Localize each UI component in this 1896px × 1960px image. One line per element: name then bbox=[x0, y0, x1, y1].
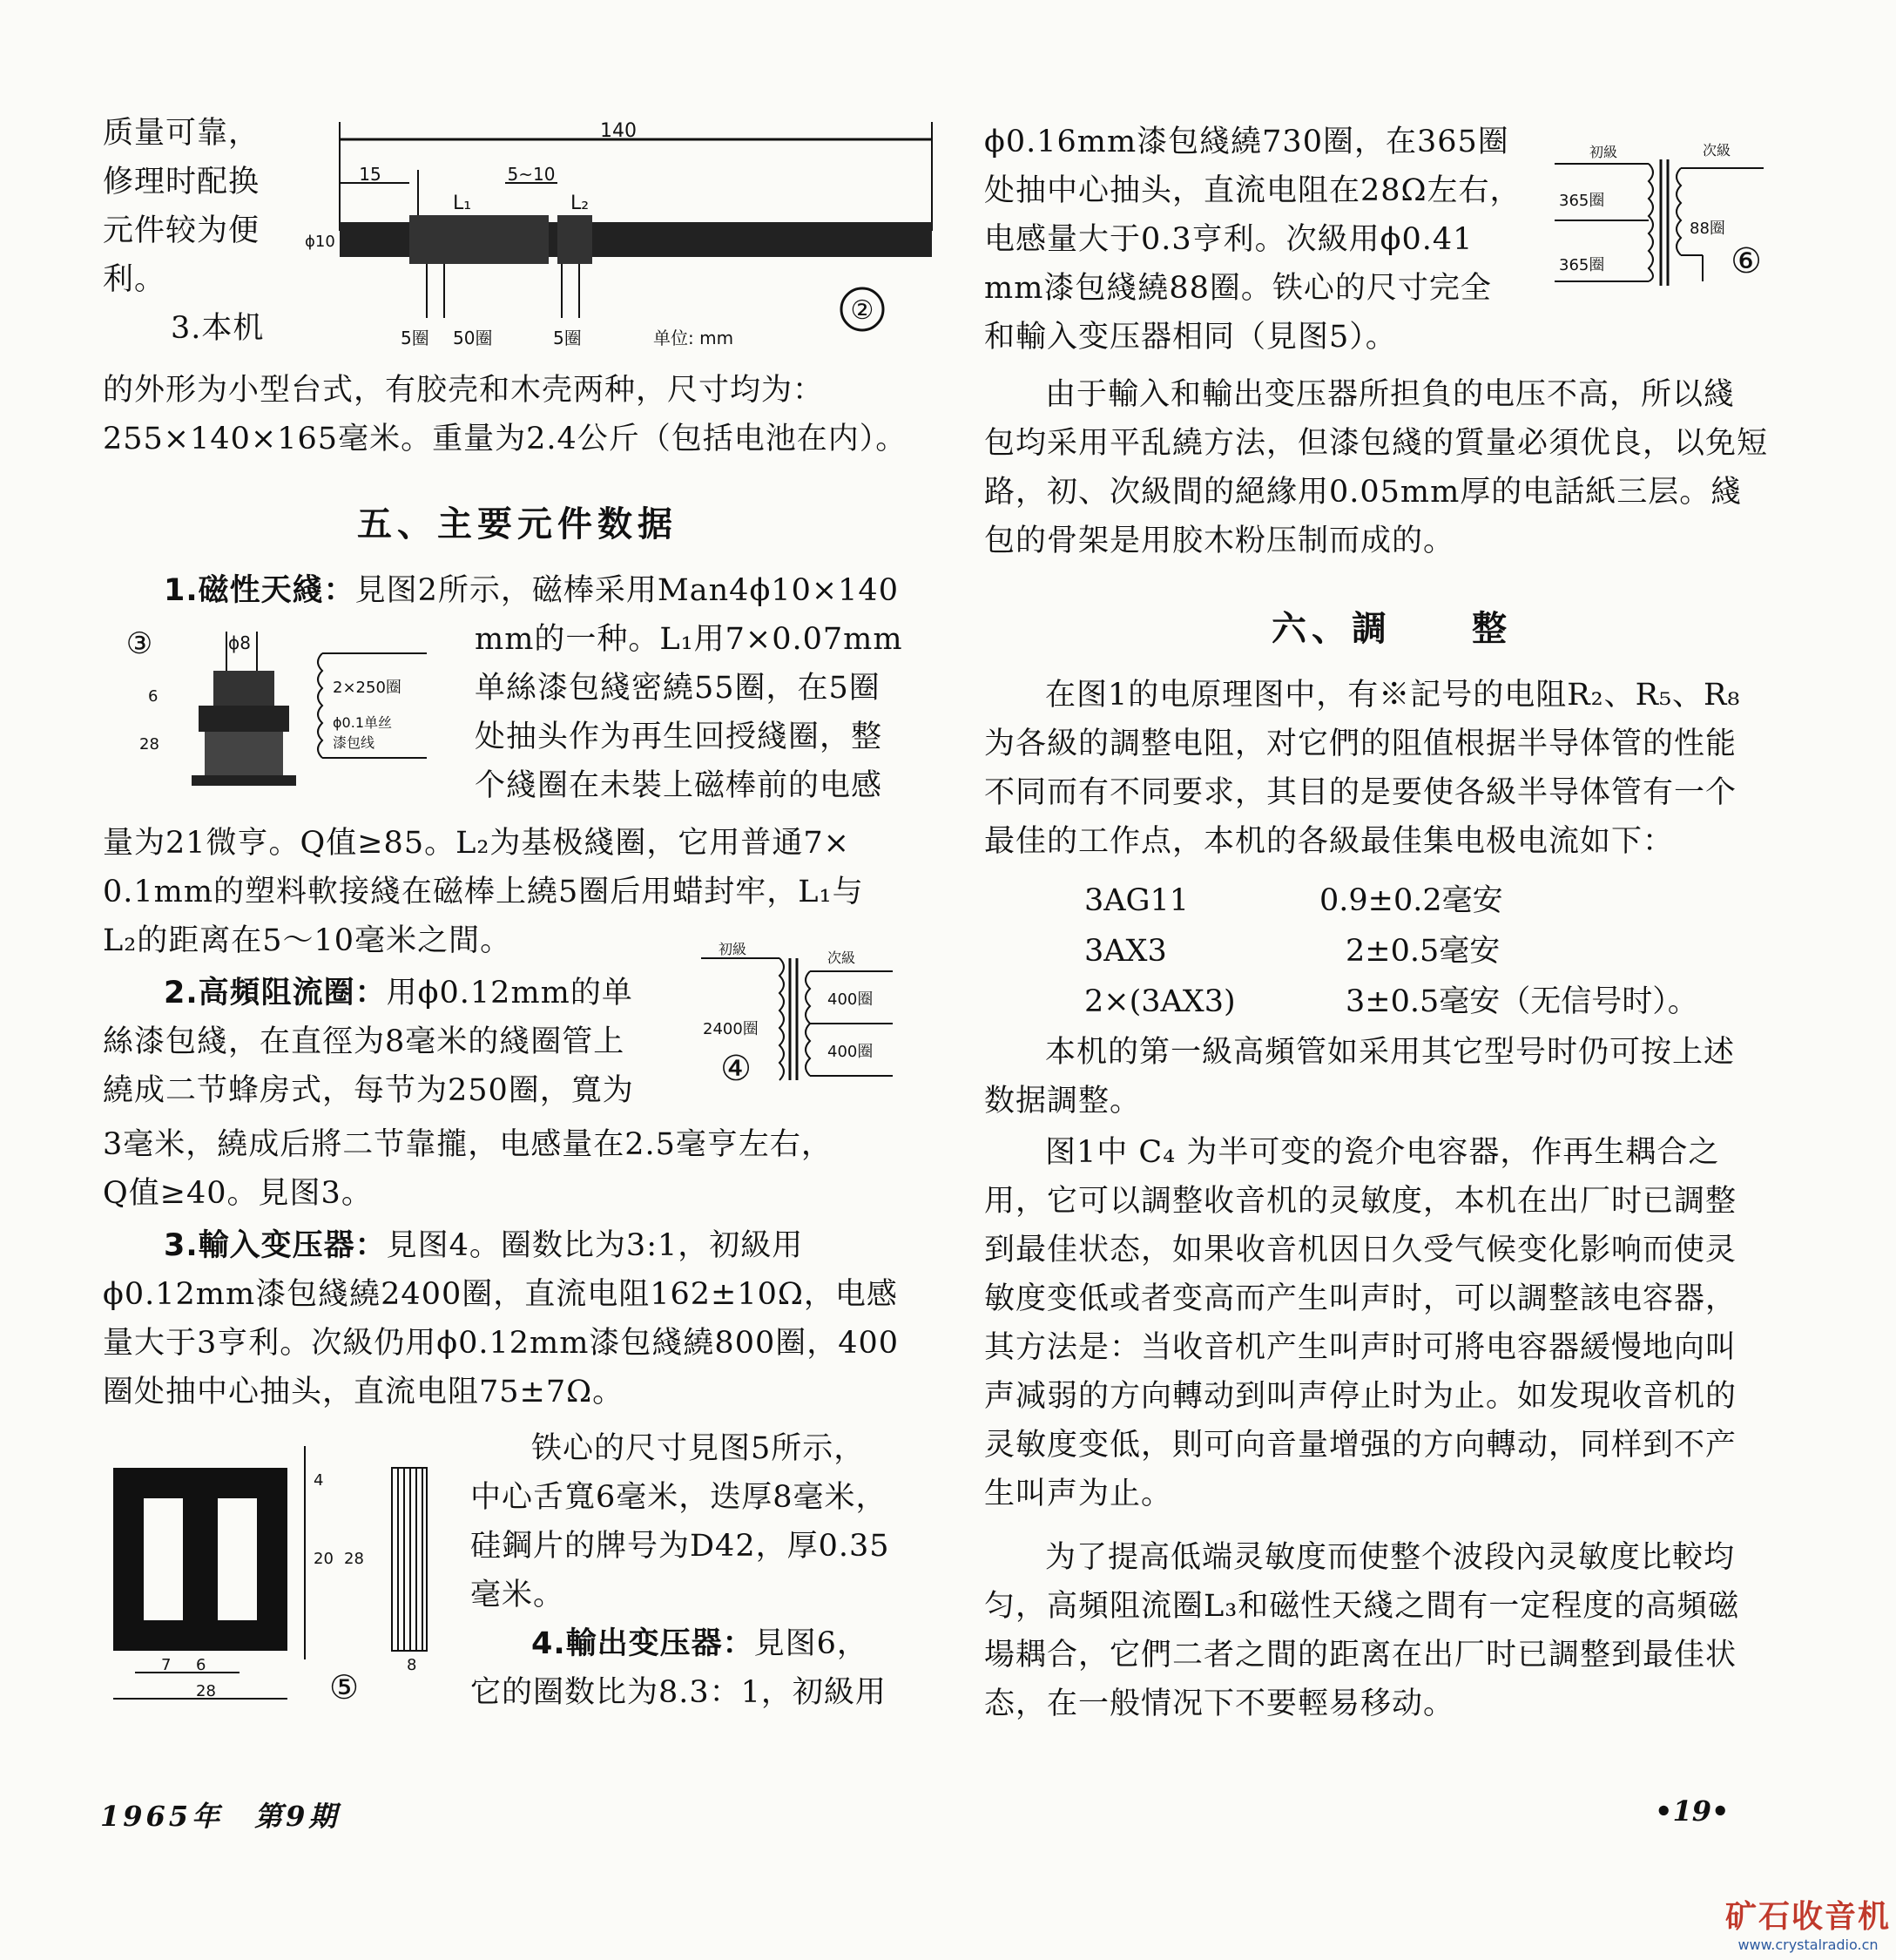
text-line: 量大于3亨利。次級仍用ϕ0.12mm漆包綫繞800圈，400 bbox=[103, 1326, 900, 1361]
dim-dia: ϕ10 bbox=[305, 233, 335, 251]
text-line: 其方法是：当收音机产生叫声时可將电容器緩慢地向叫 bbox=[984, 1330, 1737, 1365]
dim-28-width: 28 bbox=[196, 1682, 216, 1700]
text-line: 元件较为便 bbox=[103, 213, 260, 248]
text-line: 生叫声为止。 bbox=[984, 1477, 1173, 1511]
item-2-rest bbox=[103, 1120, 921, 1218]
figure-number: ⑥ bbox=[1731, 241, 1762, 281]
wire-label-2: 漆包线 bbox=[333, 734, 375, 751]
left-intro bbox=[103, 109, 303, 353]
text-line: 质量可靠， bbox=[103, 116, 260, 151]
text-line: 为了提高低端灵敏度而使整个波段內灵敏度比較均 bbox=[1045, 1540, 1736, 1575]
turns-secondary-2: 400圈 bbox=[827, 1043, 874, 1061]
dim-20: 20 bbox=[314, 1550, 334, 1568]
table-cell: 3±0.5毫安（无信号时）。 bbox=[1346, 984, 1698, 1019]
dim-28: 28 bbox=[139, 735, 159, 754]
item-1-wrap bbox=[475, 615, 928, 810]
turns-3: 5圈 bbox=[553, 328, 582, 348]
right-p1 bbox=[984, 118, 1542, 362]
right-p6 bbox=[984, 1533, 1803, 1728]
figure-3-choke bbox=[105, 618, 453, 801]
issue-label: 1965年 第9期 bbox=[100, 1800, 341, 1833]
turns-secondary: 88圈 bbox=[1690, 220, 1725, 238]
dim-4: 4 bbox=[314, 1471, 324, 1490]
figure-number: ④ bbox=[720, 1049, 752, 1089]
dim-6: 6 bbox=[148, 687, 159, 706]
text-line: 处抽头作为再生回授綫圈，整 bbox=[475, 720, 883, 754]
primary-label: 初級 bbox=[719, 941, 747, 957]
text-line: 3.本机 bbox=[171, 311, 265, 346]
text-line: mm的一种。L₁用7×0.07mm bbox=[475, 622, 903, 657]
text-line: L₂的距离在5～10毫米之間。 bbox=[103, 923, 512, 958]
table-cell: 3AG11 bbox=[1084, 883, 1190, 918]
item-label: 1.磁性天綫： bbox=[164, 573, 355, 608]
turns-primary: 2400圈 bbox=[703, 1020, 759, 1038]
secondary-label: 次級 bbox=[1703, 142, 1731, 159]
section-5-title: 五、主要元件数据 bbox=[357, 504, 678, 544]
dim-width: ϕ8 bbox=[228, 632, 251, 653]
turns-primary-2: 365圈 bbox=[1559, 256, 1605, 274]
text-line bbox=[470, 1619, 923, 1668]
dim-5-10: 5~10 bbox=[507, 164, 556, 185]
dim-6-width: 6 bbox=[196, 1656, 206, 1674]
text-line: 在图1的电原理图中，有※記号的电阻R₂、R₅、R₈ bbox=[1045, 678, 1741, 713]
text-line bbox=[103, 969, 695, 1017]
label-l2: L₂ bbox=[570, 193, 590, 214]
item-3 bbox=[103, 1221, 921, 1416]
figure-5-core bbox=[109, 1433, 457, 1720]
lamination-stack bbox=[392, 1468, 427, 1651]
secondary-label: 次級 bbox=[827, 950, 856, 966]
text-line: 电感量大于0.3亨利。次級用ϕ0.41 bbox=[984, 222, 1474, 257]
watermark-url: www.crystalradio.cn bbox=[1737, 1936, 1879, 1953]
right-p4 bbox=[984, 1028, 1803, 1125]
text-line: 处抽中心抽头，直流电阻在28Ω左右， bbox=[984, 173, 1522, 208]
text-line: 中心舌寬6毫米，迭厚8毫米， bbox=[470, 1480, 887, 1515]
item-text: 用ϕ0.12mm的单 bbox=[386, 976, 633, 1010]
text-line: 包均采用平乱繞方法，但漆包綫的質量必須优良，以免短 bbox=[984, 426, 1769, 461]
text-line: 灵敏度变低，則可向音量增强的方向轉动，同样到不产 bbox=[984, 1428, 1737, 1463]
site-watermark bbox=[1725, 1892, 1891, 1953]
figure-2-antenna bbox=[296, 109, 941, 353]
wire-label: ϕ0.1单丝 bbox=[333, 714, 393, 731]
page-number: •19• bbox=[1655, 1794, 1730, 1828]
table-cell: 0.9±0.2毫安 bbox=[1319, 883, 1503, 918]
label-l1: L₁ bbox=[453, 193, 472, 214]
table-row bbox=[1084, 926, 1698, 977]
text-line: 場耦合，它們二者之間的距离在出厂时已調整到最佳状 bbox=[984, 1638, 1737, 1673]
item-1-first bbox=[103, 566, 921, 615]
text-line: 敏度变低或者变高而产生叫声时，可以調整該电容器， bbox=[984, 1281, 1737, 1316]
text-line: 量为21微亨。Q值≥85。L₂为基极綫圈，它用普通7× bbox=[103, 826, 850, 861]
text-line: mm漆包綫繞88圈。铁心的尺寸完全 bbox=[984, 271, 1492, 306]
right-p2 bbox=[984, 370, 1803, 565]
right-p5 bbox=[984, 1128, 1803, 1518]
text-line: 繞成二节蜂房式，每节为250圈，寬为 bbox=[103, 1073, 634, 1108]
text-line: 255×140×165毫米。重量为2.4公斤（包括电池在内）。 bbox=[103, 422, 908, 456]
text-line: 0.1mm的塑料軟接綫在磁棒上繞5圈后用蜡封牢，L₁与 bbox=[103, 875, 864, 909]
figure-6-output-transformer bbox=[1555, 138, 1781, 303]
table-row bbox=[1084, 977, 1698, 1027]
text-line: 态，在一般情况下不要輕易移动。 bbox=[984, 1686, 1455, 1721]
watermark-title: 矿石收音机 bbox=[1724, 1899, 1891, 1935]
item-label: 2.高頻阻流圈： bbox=[164, 976, 387, 1010]
text-line: 数据調整。 bbox=[984, 1084, 1142, 1119]
text-line: 硅鋼片的牌号为D42，厚0.35 bbox=[470, 1529, 890, 1564]
text-line: 絲漆包綫，在直徑为8毫米的綫圈管上 bbox=[103, 1024, 625, 1059]
item-2-first bbox=[103, 969, 695, 1115]
text-line: 由于輸入和輸出变压器所担負的电压不高，所以綫 bbox=[1045, 377, 1736, 412]
dim-total: 140 bbox=[600, 120, 637, 142]
table-cell: 2±0.5毫安 bbox=[1346, 934, 1501, 969]
unit-label: 单位: mm bbox=[653, 328, 734, 348]
table-cell: 2×(3AX3) bbox=[1084, 984, 1236, 1019]
turns-secondary-1: 400圈 bbox=[827, 990, 874, 1009]
current-table bbox=[1084, 875, 1698, 1027]
dim-28-height: 28 bbox=[344, 1550, 364, 1568]
item-text: 見图6， bbox=[753, 1626, 868, 1661]
left-intro-cont bbox=[103, 366, 921, 463]
turns-2: 50圈 bbox=[453, 328, 493, 348]
text-line: 为各級的調整电阻，对它們的阻值根据半导体管的性能 bbox=[984, 727, 1737, 761]
dim-15: 15 bbox=[359, 164, 381, 185]
turns-1: 5圈 bbox=[401, 328, 429, 348]
text-line: 本机的第一級高頻管如采用其它型号时仍可按上述 bbox=[1045, 1035, 1736, 1070]
text-line: 到最佳状态，如果收音机因日久受气候变化影响而使灵 bbox=[984, 1233, 1737, 1267]
table-cell: 3AX3 bbox=[1084, 934, 1167, 969]
text-line: 个綫圈在未裝上磁棒前的电感 bbox=[475, 768, 883, 803]
turns-primary-1: 365圈 bbox=[1559, 192, 1605, 210]
text-line: 修理时配换 bbox=[103, 165, 260, 199]
text-line: 单絲漆包綫密繞55圈，在5圈 bbox=[475, 671, 881, 706]
figure-number: ③ bbox=[125, 626, 153, 661]
text-line: 图1中 C₄ 为半可变的瓷介电容器，作再生耦合之 bbox=[1045, 1135, 1720, 1170]
text-line: 用，它可以調整收音机的灵敏度，本机在出厂时已調整 bbox=[984, 1184, 1737, 1219]
coil-l2 bbox=[557, 215, 592, 264]
text-line: 和輸入变压器相同（見图5）。 bbox=[984, 320, 1397, 355]
text-line: 最佳的工作点，本机的各級最佳集电极电流如下： bbox=[984, 824, 1675, 859]
figure-number: ② bbox=[850, 295, 874, 326]
text-line: ϕ0.12mm漆包綫繞2400圈，直流电阻162±10Ω，电感 bbox=[103, 1277, 898, 1312]
text-line: 3毫米，繞成后將二节靠攏，电感量在2.5毫亨左右， bbox=[103, 1127, 833, 1162]
text-line: 铁心的尺寸見图5所示， bbox=[531, 1431, 866, 1466]
item-label: 3.輸入变压器： bbox=[164, 1228, 387, 1263]
text-line: 匀，高頻阻流圈L₃和磁性天綫之間有一定程度的高頻磁 bbox=[984, 1589, 1740, 1624]
core-text bbox=[470, 1424, 923, 1717]
item-label: 4.輸出变压器： bbox=[531, 1626, 754, 1661]
dim-8: 8 bbox=[407, 1656, 417, 1674]
figure-4-input-transformer bbox=[701, 936, 901, 1093]
figure-number: ⑤ bbox=[328, 1668, 360, 1707]
text-line: 它的圈数比为8.3：1，初級用 bbox=[470, 1675, 887, 1710]
section-6-title: 六、調 整 bbox=[1272, 609, 1512, 649]
item-text: 見图4。圈数比为3:1，初級用 bbox=[386, 1228, 804, 1263]
dim-7: 7 bbox=[161, 1656, 172, 1674]
text-line: 包的骨架是用胶木粉压制而成的。 bbox=[984, 524, 1455, 558]
coil-l1 bbox=[409, 215, 549, 264]
text-line: 不同而有不同要求，其目的是要使各級半导体管有一个 bbox=[984, 775, 1737, 810]
right-p3 bbox=[984, 671, 1803, 866]
turns-label: 2×250圈 bbox=[333, 679, 401, 697]
text-line: 利。 bbox=[103, 262, 166, 297]
table-row bbox=[1084, 875, 1698, 926]
text-line: 声减弱的方向轉动到叫声停止时为止。如发現收音机的 bbox=[984, 1379, 1737, 1414]
text-line: Q值≥40。見图3。 bbox=[103, 1176, 373, 1211]
text-line: 的外形为小型台式，有胶壳和木壳两种，尺寸均为： bbox=[103, 373, 825, 408]
text-line bbox=[103, 1221, 921, 1270]
text-line: ϕ0.16mm漆包綫繞730圈，在365圈 bbox=[984, 125, 1509, 159]
text-line: 毫米。 bbox=[470, 1578, 565, 1612]
primary-label: 初級 bbox=[1589, 144, 1618, 160]
text-line: 圈处抽中心抽头，直流电阻75±7Ω。 bbox=[103, 1375, 624, 1409]
text-line bbox=[103, 566, 921, 615]
item-text: 見图2所示，磁棒采用Man4ϕ10×140 bbox=[354, 573, 899, 608]
text-line: 路，初、次級間的絕緣用0.05mm厚的电話紙三层。綫 bbox=[984, 475, 1743, 510]
